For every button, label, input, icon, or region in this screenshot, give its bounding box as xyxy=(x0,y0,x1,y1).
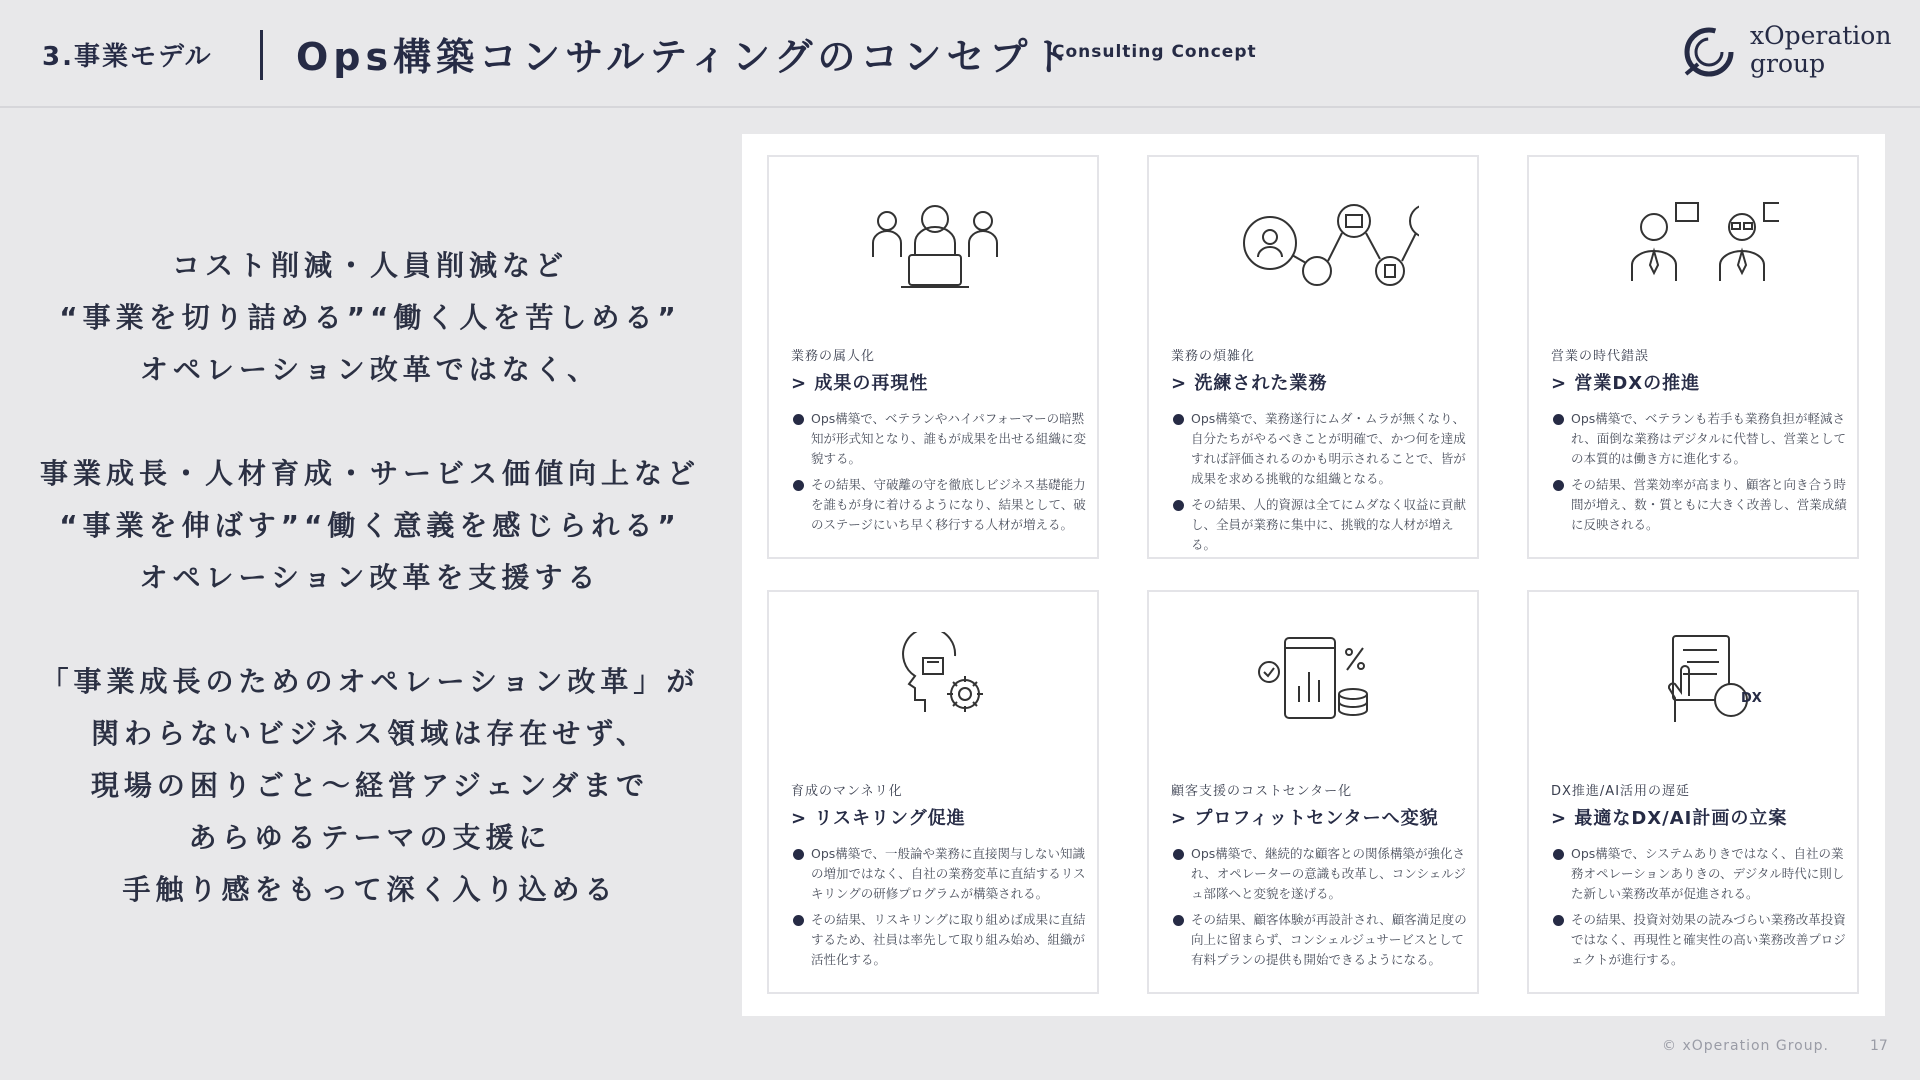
brain-gear-icon xyxy=(865,632,1005,728)
bullet-item: その結果、営業効率が高まり、顧客と向き合う時間が増え、数・質ともに大きく改善し、営業成績に反映される。 xyxy=(1551,475,1847,535)
bullet-item: Ops構築で、業務遂行にムダ・ムラが無くなり、自分たちがやるべきことが明確で、かつ何を達成すれば評価されるのかも明示されることで、皆が成果を求める挑戦的な組織となる。 xyxy=(1171,409,1467,489)
message-line: “事業を伸ばす”“働く意義を感じられる” xyxy=(59,509,681,542)
message-line: 事業成長・人材育成・サービス価値向上など xyxy=(39,457,700,490)
logo-text-line2: group xyxy=(1750,49,1826,78)
bullet-item: Ops構築で、一般論や業務に直接関与しない知識の増加ではなく、自社の業務変革に直結するリスキリングの研修プログラムが構築される。 xyxy=(791,844,1087,904)
logo-text-line1: xOperation xyxy=(1750,21,1892,50)
header xyxy=(0,0,1920,108)
network-icon xyxy=(1209,197,1419,293)
message-line: コスト削減・人員削減など xyxy=(171,249,568,282)
concept-card xyxy=(767,590,1099,994)
message-line: 「事業成長のためのオペレーション改革」が xyxy=(40,665,700,698)
message-spacer xyxy=(20,604,720,656)
message-line: オペレーション改革を支援する xyxy=(139,561,601,594)
card-category: 営業の時代錯誤 xyxy=(1551,349,1650,364)
key-message xyxy=(20,240,720,916)
message-line: 手触り感をもって深く入り込める xyxy=(122,873,618,906)
card-heading: > プロフィットセンターへ変貌 xyxy=(1171,808,1439,829)
card-category: 顧客支援のコストセンター化 xyxy=(1171,784,1353,799)
message-line: “事業を切り詰める”“働く人を苦しめる” xyxy=(59,301,681,334)
logo-mark-icon xyxy=(1682,24,1740,82)
dx-document-icon xyxy=(1625,632,1765,728)
card-heading: > 洗練された業務 xyxy=(1171,373,1328,394)
bullet-item: その結果、人的資源は全てにムダなく収益に貢献し、全員が業務に集中に、挑戦的な人材が増える。 xyxy=(1171,495,1467,555)
card-category: 業務の煩雑化 xyxy=(1171,349,1256,364)
tablet-chart-icon xyxy=(1245,632,1385,728)
header-divider xyxy=(260,30,263,80)
message-spacer xyxy=(20,396,720,448)
dx-badge-icon: DX xyxy=(1741,691,1762,706)
section-label: 3.事業モデル xyxy=(42,42,213,72)
bullet-item: その結果、守破離の守を徹底しビジネス基礎能力を誰もが身に着けるようになり、結果として、破のステージにいち早く移行する人材が増える。 xyxy=(791,475,1087,535)
concept-card xyxy=(1147,155,1479,559)
card-heading: > 営業DXの推進 xyxy=(1551,373,1701,394)
message-line: オペレーション改革ではなく、 xyxy=(139,353,601,386)
message-line: 現場の困りごと～経営アジェンダまで xyxy=(90,769,650,802)
message-line: あらゆるテーマの支援に xyxy=(188,821,552,854)
bullet-item: その結果、リスキリングに取り組めば成果に直結するため、社員は率先して取り組み始め、組織が活性化する。 xyxy=(791,910,1087,970)
page-number: 17 xyxy=(1870,1038,1888,1054)
card-bullets xyxy=(1551,844,1847,976)
card-bullets xyxy=(1171,409,1467,561)
page-subtitle: Consulting Concept xyxy=(1052,42,1257,62)
card-category: DX推進/AI活用の遅延 xyxy=(1551,784,1691,799)
card-heading: > 最適なDX/AI計画の立案 xyxy=(1551,808,1788,829)
card-bullets xyxy=(1171,844,1467,976)
bullet-item: その結果、顧客体験が再設計され、顧客満足度の向上に留まらず、コンシェルジュサービスとして有料プランの提供も開始できるようになる。 xyxy=(1171,910,1467,970)
bullet-item: その結果、投資対効果の読みづらい業務改革投資ではなく、再現性と確実性の高い業務改善プロジェクトが進行する。 xyxy=(1551,910,1847,970)
card-category: 業務の属人化 xyxy=(791,349,876,364)
bullet-item: Ops構築で、ベテランやハイパフォーマーの暗黙知が形式知となり、誰もが成果を出せる組織に変貌する。 xyxy=(791,409,1087,469)
sales-people-icon xyxy=(1609,197,1779,293)
message-line: 関わらないビジネス領域は存在せず、 xyxy=(91,717,649,750)
bullet-item: Ops構築で、ベテランも若手も業務負担が軽減され、面倒な業務はデジタルに代替し、営業としての本質的は働き方に進化する。 xyxy=(1551,409,1847,469)
card-category: 育成のマンネリ化 xyxy=(791,784,903,799)
card-heading: > リスキリング促進 xyxy=(791,808,966,829)
bullet-item: Ops構築で、システムありきではなく、自社の業務オペレーションありきの、デジタル時代に則した新しい業務改革が促進される。 xyxy=(1551,844,1847,904)
concept-card xyxy=(767,155,1099,559)
card-bullets xyxy=(1551,409,1847,541)
page-title: Ops構築コンサルティングのコンセプト xyxy=(296,35,1076,79)
company-logo xyxy=(1682,21,1892,84)
concept-card xyxy=(1527,590,1859,994)
card-bullets xyxy=(791,844,1087,976)
copyright: © xOperation Group. xyxy=(1662,1038,1829,1054)
card-heading: > 成果の再現性 xyxy=(791,373,929,394)
bullet-item: Ops構築で、継続的な顧客との関係構築が強化され、オペレーターの意識も改革し、コンシェルジュ部隊へと変貌を遂げる。 xyxy=(1171,844,1467,904)
people-meeting-icon xyxy=(865,197,1005,293)
card-bullets xyxy=(791,409,1087,541)
concept-panel xyxy=(742,134,1885,1016)
concept-card xyxy=(1147,590,1479,994)
concept-card xyxy=(1527,155,1859,559)
